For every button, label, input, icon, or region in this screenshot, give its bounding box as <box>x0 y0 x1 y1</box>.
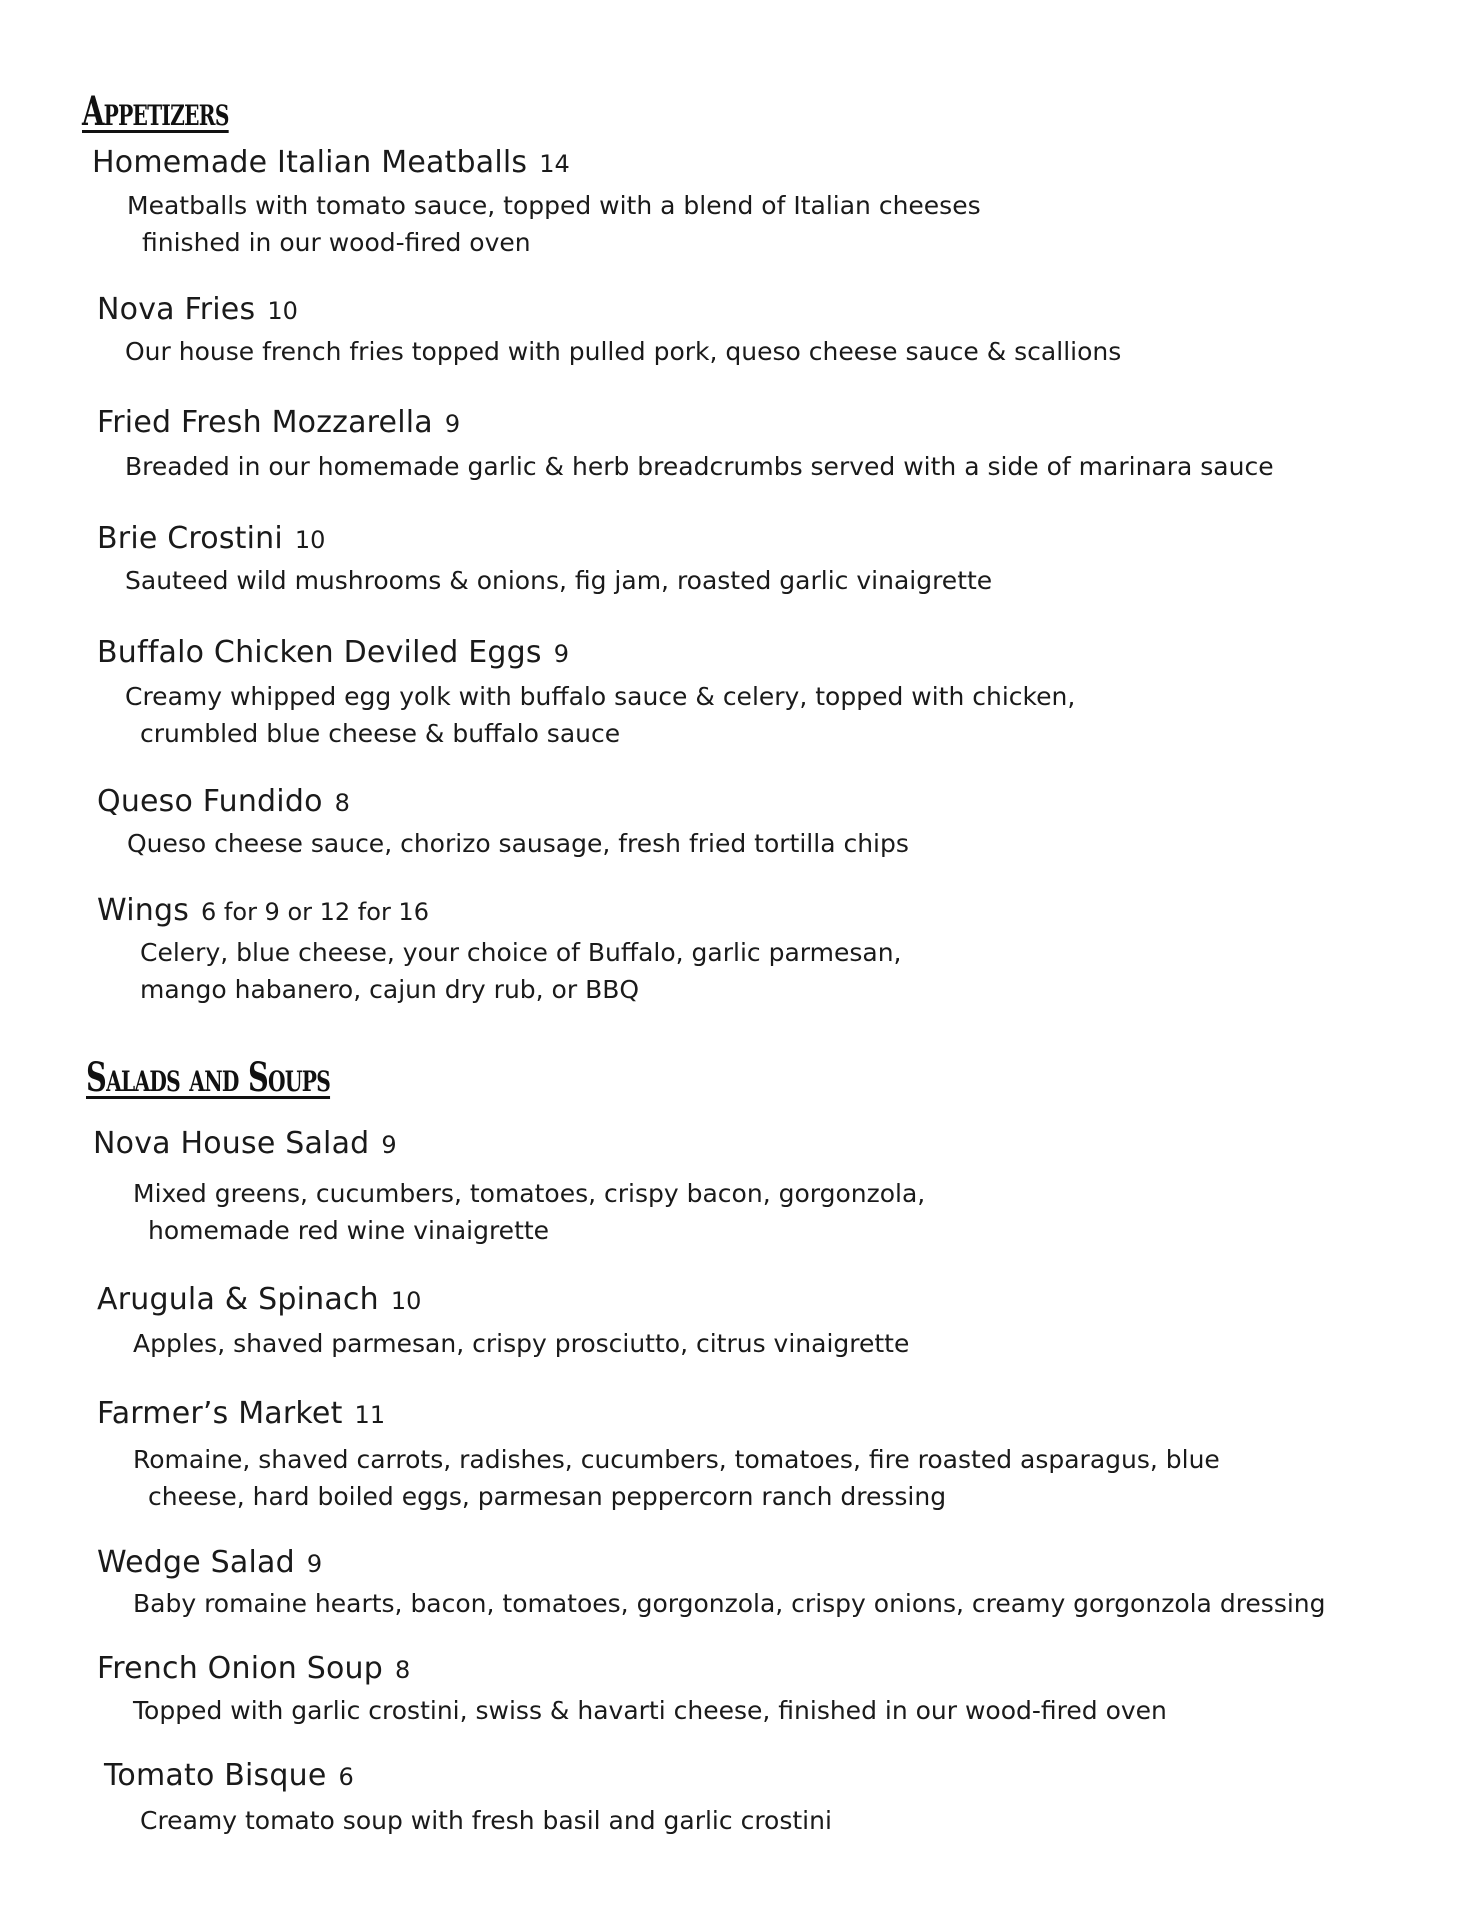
item-price: 10 <box>294 526 326 554</box>
item-name: Brie Crostini <box>97 521 283 556</box>
menu-item <box>97 635 569 671</box>
item-description <box>140 934 902 1008</box>
description-line: Breaded in our homemade garlic & herb breadcrumbs served with a side of marinara sauce <box>125 452 1274 481</box>
item-description <box>133 1441 1220 1515</box>
description-line: Creamy tomato soup with fresh basil and garlic crostini <box>140 1806 832 1835</box>
menu-item <box>93 1126 397 1162</box>
menu-item <box>97 521 325 557</box>
item-name: French Onion Soup <box>97 1651 383 1686</box>
item-name: Arugula & Spinach <box>97 1282 379 1317</box>
description-line: Creamy whipped egg yolk with buffalo sauce & celery, topped with chicken, <box>125 682 1076 711</box>
item-price: 9 <box>306 1550 323 1578</box>
menu-item <box>92 145 570 181</box>
menu-item <box>97 1396 385 1432</box>
item-description <box>133 1175 925 1249</box>
item-description <box>133 1692 1167 1729</box>
description-line: Sauteed wild mushrooms & onions, fig jam, roasted garlic vinaigrette <box>125 566 993 595</box>
description-line: cheese, hard boiled eggs, parmesan peppercorn ranch dressing <box>148 1482 947 1511</box>
menu-item <box>97 1545 322 1581</box>
description-line: mango habanero, cajun dry rub, or BBQ <box>140 975 640 1004</box>
item-price: 6 <box>338 1763 354 1791</box>
item-name: Fried Fresh Mozzarella <box>97 405 433 440</box>
item-name: Nova Fries <box>97 292 256 327</box>
menu-item <box>97 292 298 328</box>
description-line: Baby romaine hearts, bacon, tomatoes, gorgonzola, crispy onions, creamy gorgonzola dressing <box>133 1589 1326 1618</box>
item-price: 9 <box>553 640 569 668</box>
description-line: Topped with garlic crostini, swiss & havarti cheese, finished in our wood-fired oven <box>133 1696 1167 1725</box>
description-line: homemade red wine vinaigrette <box>148 1216 550 1245</box>
item-price: 11 <box>354 1401 386 1429</box>
item-price: 14 <box>539 150 570 178</box>
item-price: 9 <box>381 1131 397 1159</box>
menu-item <box>97 1282 421 1318</box>
description-line: Romaine, shaved carrots, radishes, cucumbers, tomatoes, fire roasted asparagus, blue <box>133 1445 1220 1474</box>
item-name: Wings <box>97 893 190 928</box>
item-price: 8 <box>334 789 350 817</box>
item-price: 9 <box>444 410 461 438</box>
description-line: Celery, blue cheese, your choice of Buffalo, garlic parmesan, <box>140 938 902 967</box>
item-name: Tomato Bisque <box>104 1758 327 1793</box>
item-description <box>125 678 1075 752</box>
menu-item <box>97 893 429 929</box>
menu-item <box>97 405 460 441</box>
item-name: Buffalo Chicken Deviled Eggs <box>97 635 542 670</box>
item-description <box>125 448 1274 485</box>
item-price: 6 for 9 or 12 for 16 <box>201 898 429 926</box>
item-price: 10 <box>390 1287 422 1315</box>
item-description <box>125 562 992 599</box>
item-name: Nova House Salad <box>93 1126 370 1161</box>
description-line: Mixed greens, cucumbers, tomatoes, crispy bacon, gorgonzola, <box>133 1179 926 1208</box>
item-name: Queso Fundido <box>97 784 323 819</box>
description-line: crumbled blue cheese & buffalo sauce <box>140 719 621 748</box>
item-description <box>125 333 1121 370</box>
item-description <box>127 825 909 862</box>
item-price: 10 <box>267 297 298 325</box>
item-description <box>127 187 981 261</box>
description-line: Our house french fries topped with pulled pork, queso cheese sauce & scallions <box>125 337 1122 366</box>
item-description <box>133 1325 909 1362</box>
description-line: finished in our wood-fired oven <box>142 228 531 257</box>
item-name: Wedge Salad <box>97 1545 295 1580</box>
item-description <box>133 1585 1326 1622</box>
section-heading-salads-and-soups: Salads and Soups <box>86 1054 331 1101</box>
menu-item <box>97 784 350 820</box>
item-name: Farmer’s Market <box>97 1396 343 1431</box>
description-line: Meatballs with tomato sauce, topped with a blend of Italian cheeses <box>127 191 981 220</box>
item-price: 8 <box>394 1656 411 1684</box>
item-name: Homemade Italian Meatballs <box>92 145 528 180</box>
item-description <box>140 1802 832 1839</box>
section-heading-appetizers: Appetizers <box>82 88 229 135</box>
description-line: Queso cheese sauce, chorizo sausage, fresh fried tortilla chips <box>127 829 909 858</box>
menu-item <box>97 1651 410 1687</box>
description-line: Apples, shaved parmesan, crispy prosciutto, citrus vinaigrette <box>133 1329 910 1358</box>
menu-item <box>104 1758 354 1794</box>
